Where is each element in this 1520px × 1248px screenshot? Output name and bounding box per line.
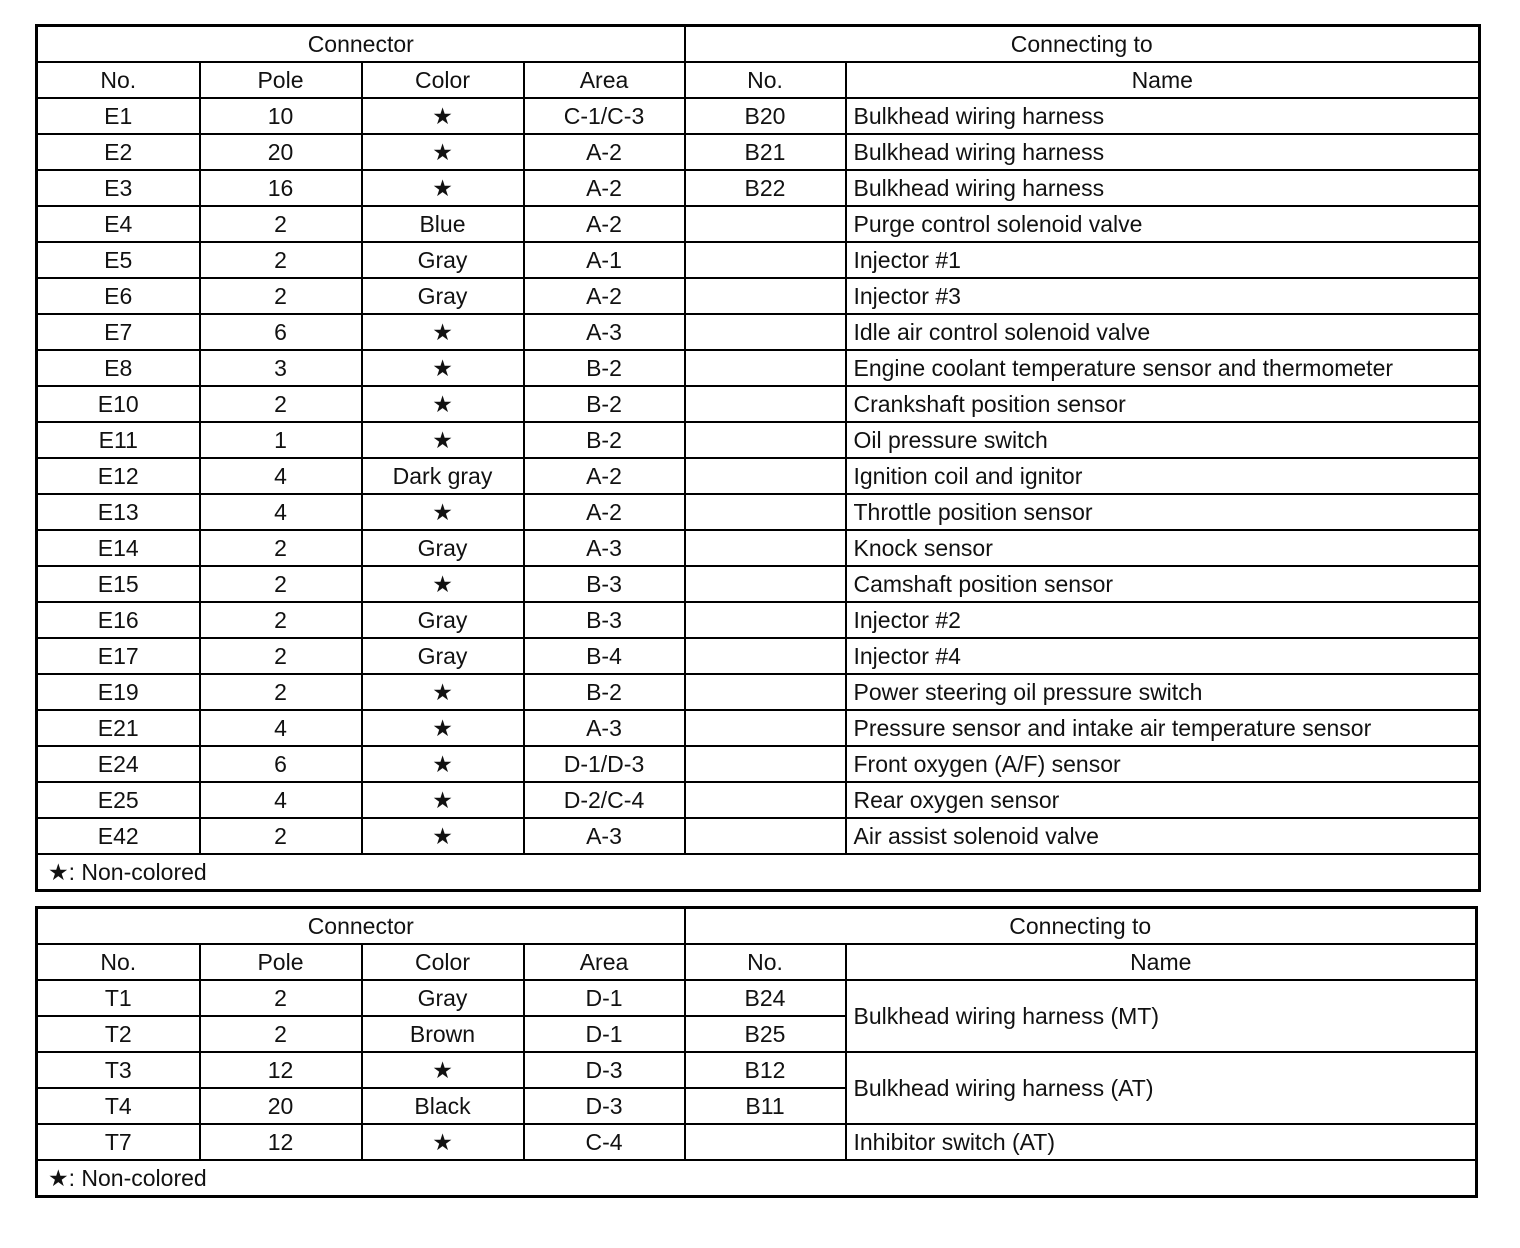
cell-connector-no: E15 xyxy=(37,566,200,602)
cell-connector-no: T3 xyxy=(37,1052,200,1088)
cell-name: Front oxygen (A/F) sensor xyxy=(846,746,1480,782)
cell-pole: 2 xyxy=(200,278,362,314)
cell-connecting-no xyxy=(685,494,846,530)
cell-pole: 4 xyxy=(200,782,362,818)
connector-table-t xyxy=(35,906,1478,1198)
cell-color: Gray xyxy=(362,530,524,566)
table-row xyxy=(37,314,1480,350)
cell-pole: 6 xyxy=(200,314,362,350)
cell-area: A-1 xyxy=(524,242,685,278)
cell-connector-no: E12 xyxy=(37,458,200,494)
connector-group-header: Connector xyxy=(37,908,685,945)
cell-pole: 2 xyxy=(200,242,362,278)
table-row xyxy=(37,170,1480,206)
cell-connecting-no: B25 xyxy=(685,1016,846,1052)
cell-area: D-1 xyxy=(524,980,685,1016)
column-header-connecting-no: No. xyxy=(685,944,846,980)
cell-color: ★ xyxy=(362,674,524,710)
cell-color: ★ xyxy=(362,134,524,170)
cell-connecting-no: B12 xyxy=(685,1052,846,1088)
cell-connector-no: E2 xyxy=(37,134,200,170)
cell-area: B-2 xyxy=(524,422,685,458)
cell-connecting-no xyxy=(685,206,846,242)
cell-color: Gray xyxy=(362,278,524,314)
cell-connecting-no xyxy=(685,242,846,278)
cell-pole: 2 xyxy=(200,818,362,854)
cell-connector-no: T7 xyxy=(37,1124,200,1160)
cell-name: Crankshaft position sensor xyxy=(846,386,1480,422)
column-header-color: Color xyxy=(362,944,524,980)
cell-pole: 2 xyxy=(200,980,362,1016)
cell-connecting-no xyxy=(685,818,846,854)
column-header-no: No. xyxy=(37,62,200,98)
column-header-color: Color xyxy=(362,62,524,98)
cell-name: Injector #1 xyxy=(846,242,1480,278)
table-row xyxy=(37,980,1477,1016)
column-header-name: Name xyxy=(846,944,1477,980)
table-row xyxy=(37,494,1480,530)
cell-connector-no: E17 xyxy=(37,638,200,674)
cell-area: A-3 xyxy=(524,530,685,566)
cell-connector-no: E11 xyxy=(37,422,200,458)
cell-color: Gray xyxy=(362,638,524,674)
column-header-connecting-no: No. xyxy=(685,62,846,98)
cell-color: ★ xyxy=(362,494,524,530)
cell-pole: 2 xyxy=(200,386,362,422)
cell-color: ★ xyxy=(362,818,524,854)
column-header-pole: Pole xyxy=(200,944,362,980)
cell-pole: 12 xyxy=(200,1124,362,1160)
cell-name: Knock sensor xyxy=(846,530,1480,566)
cell-connecting-no xyxy=(685,782,846,818)
cell-color: ★ xyxy=(362,710,524,746)
cell-area: B-3 xyxy=(524,566,685,602)
cell-name: Ignition coil and ignitor xyxy=(846,458,1480,494)
cell-name: Bulkhead wiring harness xyxy=(846,170,1480,206)
cell-name: Bulkhead wiring harness (MT) xyxy=(846,980,1477,1052)
cell-connector-no: E1 xyxy=(37,98,200,134)
cell-connecting-no xyxy=(685,566,846,602)
cell-color: ★ xyxy=(362,98,524,134)
column-header-pole: Pole xyxy=(200,62,362,98)
footnote: ★: Non-colored xyxy=(37,854,1480,891)
table-row xyxy=(37,1124,1477,1160)
cell-connecting-no xyxy=(685,1124,846,1160)
cell-name: Pressure sensor and intake air temperature sensor xyxy=(846,710,1480,746)
cell-color: Gray xyxy=(362,980,524,1016)
table-row xyxy=(37,566,1480,602)
cell-connector-no: E14 xyxy=(37,530,200,566)
cell-area: A-3 xyxy=(524,314,685,350)
cell-pole: 4 xyxy=(200,494,362,530)
cell-name: Camshaft position sensor xyxy=(846,566,1480,602)
cell-connector-no: E25 xyxy=(37,782,200,818)
table-row xyxy=(37,602,1480,638)
cell-name: Throttle position sensor xyxy=(846,494,1480,530)
cell-area: C-1/C-3 xyxy=(524,98,685,134)
cell-area: B-2 xyxy=(524,674,685,710)
cell-pole: 2 xyxy=(200,206,362,242)
column-header-name: Name xyxy=(846,62,1480,98)
cell-connecting-no xyxy=(685,674,846,710)
cell-color: Dark gray xyxy=(362,458,524,494)
cell-color: Black xyxy=(362,1088,524,1124)
cell-color: ★ xyxy=(362,386,524,422)
cell-name: Air assist solenoid valve xyxy=(846,818,1480,854)
cell-connector-no: E10 xyxy=(37,386,200,422)
cell-connecting-no: B22 xyxy=(685,170,846,206)
table-row xyxy=(37,782,1480,818)
cell-connecting-no: B20 xyxy=(685,98,846,134)
cell-area: A-2 xyxy=(524,206,685,242)
cell-color: Gray xyxy=(362,602,524,638)
cell-color: Brown xyxy=(362,1016,524,1052)
cell-connector-no: E21 xyxy=(37,710,200,746)
table-row xyxy=(37,386,1480,422)
table-row xyxy=(37,818,1480,854)
cell-pole: 3 xyxy=(200,350,362,386)
cell-area: A-2 xyxy=(524,134,685,170)
cell-name: Injector #3 xyxy=(846,278,1480,314)
cell-name: Engine coolant temperature sensor and thermometer xyxy=(846,350,1480,386)
cell-name: Purge control solenoid valve xyxy=(846,206,1480,242)
cell-area: B-2 xyxy=(524,350,685,386)
cell-area: A-2 xyxy=(524,458,685,494)
table-row xyxy=(37,242,1480,278)
cell-pole: 2 xyxy=(200,566,362,602)
cell-connector-no: T4 xyxy=(37,1088,200,1124)
cell-area: D-3 xyxy=(524,1052,685,1088)
cell-connector-no: E24 xyxy=(37,746,200,782)
cell-color: ★ xyxy=(362,1124,524,1160)
cell-name: Idle air control solenoid valve xyxy=(846,314,1480,350)
cell-color: Gray xyxy=(362,242,524,278)
cell-color: ★ xyxy=(362,170,524,206)
cell-color: Blue xyxy=(362,206,524,242)
cell-connecting-no: B11 xyxy=(685,1088,846,1124)
cell-connecting-no xyxy=(685,422,846,458)
cell-name: Power steering oil pressure switch xyxy=(846,674,1480,710)
cell-area: A-3 xyxy=(524,818,685,854)
cell-connector-no: E42 xyxy=(37,818,200,854)
table-row xyxy=(37,422,1480,458)
cell-color: ★ xyxy=(362,350,524,386)
cell-connecting-no xyxy=(685,350,846,386)
column-header-area: Area xyxy=(524,62,685,98)
cell-connector-no: T2 xyxy=(37,1016,200,1052)
cell-connector-no: E8 xyxy=(37,350,200,386)
table-row xyxy=(37,98,1480,134)
cell-name: Oil pressure switch xyxy=(846,422,1480,458)
cell-area: D-3 xyxy=(524,1088,685,1124)
cell-connector-no: E3 xyxy=(37,170,200,206)
cell-pole: 2 xyxy=(200,674,362,710)
column-header-no: No. xyxy=(37,944,200,980)
cell-connecting-no: B21 xyxy=(685,134,846,170)
table-row xyxy=(37,350,1480,386)
table-row xyxy=(37,674,1480,710)
cell-name: Bulkhead wiring harness xyxy=(846,98,1480,134)
connector-table-e xyxy=(35,24,1481,892)
cell-pole: 6 xyxy=(200,746,362,782)
cell-pole: 2 xyxy=(200,602,362,638)
cell-name: Inhibitor switch (AT) xyxy=(846,1124,1477,1160)
cell-pole: 2 xyxy=(200,638,362,674)
cell-area: D-1 xyxy=(524,1016,685,1052)
cell-color: ★ xyxy=(362,746,524,782)
cell-pole: 10 xyxy=(200,98,362,134)
table-row xyxy=(37,206,1480,242)
cell-connecting-no xyxy=(685,638,846,674)
cell-name: Injector #2 xyxy=(846,602,1480,638)
cell-area: A-2 xyxy=(524,278,685,314)
table-row xyxy=(37,278,1480,314)
cell-pole: 1 xyxy=(200,422,362,458)
cell-pole: 20 xyxy=(200,134,362,170)
cell-connector-no: T1 xyxy=(37,980,200,1016)
cell-name: Rear oxygen sensor xyxy=(846,782,1480,818)
cell-name: Injector #4 xyxy=(846,638,1480,674)
cell-color: ★ xyxy=(362,314,524,350)
cell-area: D-2/C-4 xyxy=(524,782,685,818)
cell-connecting-no xyxy=(685,746,846,782)
cell-color: ★ xyxy=(362,782,524,818)
cell-pole: 20 xyxy=(200,1088,362,1124)
cell-name: Bulkhead wiring harness xyxy=(846,134,1480,170)
cell-connector-no: E16 xyxy=(37,602,200,638)
table-row xyxy=(37,1052,1477,1088)
cell-area: D-1/D-3 xyxy=(524,746,685,782)
cell-connecting-no xyxy=(685,386,846,422)
cell-name: Bulkhead wiring harness (AT) xyxy=(846,1052,1477,1124)
table-row xyxy=(37,134,1480,170)
table-row xyxy=(37,530,1480,566)
cell-connector-no: E7 xyxy=(37,314,200,350)
cell-connecting-no xyxy=(685,710,846,746)
cell-area: B-3 xyxy=(524,602,685,638)
connecting-to-group-header: Connecting to xyxy=(685,908,1477,945)
footnote: ★: Non-colored xyxy=(37,1160,1477,1197)
cell-connector-no: E5 xyxy=(37,242,200,278)
cell-color: ★ xyxy=(362,422,524,458)
cell-pole: 2 xyxy=(200,1016,362,1052)
cell-pole: 16 xyxy=(200,170,362,206)
cell-area: A-2 xyxy=(524,494,685,530)
table-row xyxy=(37,746,1480,782)
cell-connecting-no xyxy=(685,458,846,494)
cell-area: B-4 xyxy=(524,638,685,674)
cell-area: B-2 xyxy=(524,386,685,422)
cell-connecting-no xyxy=(685,278,846,314)
cell-color: ★ xyxy=(362,1052,524,1088)
cell-pole: 12 xyxy=(200,1052,362,1088)
cell-connector-no: E19 xyxy=(37,674,200,710)
cell-connecting-no xyxy=(685,602,846,638)
connector-group-header: Connector xyxy=(37,26,685,63)
cell-area: A-3 xyxy=(524,710,685,746)
cell-pole: 4 xyxy=(200,458,362,494)
cell-connecting-no: B24 xyxy=(685,980,846,1016)
column-header-area: Area xyxy=(524,944,685,980)
table-row xyxy=(37,710,1480,746)
cell-connector-no: E4 xyxy=(37,206,200,242)
cell-connecting-no xyxy=(685,530,846,566)
table-row xyxy=(37,458,1480,494)
cell-color: ★ xyxy=(362,566,524,602)
cell-area: A-2 xyxy=(524,170,685,206)
cell-connector-no: E6 xyxy=(37,278,200,314)
cell-area: C-4 xyxy=(524,1124,685,1160)
connecting-to-group-header: Connecting to xyxy=(685,26,1480,63)
cell-connecting-no xyxy=(685,314,846,350)
cell-pole: 2 xyxy=(200,530,362,566)
table-row xyxy=(37,638,1480,674)
cell-pole: 4 xyxy=(200,710,362,746)
cell-connector-no: E13 xyxy=(37,494,200,530)
